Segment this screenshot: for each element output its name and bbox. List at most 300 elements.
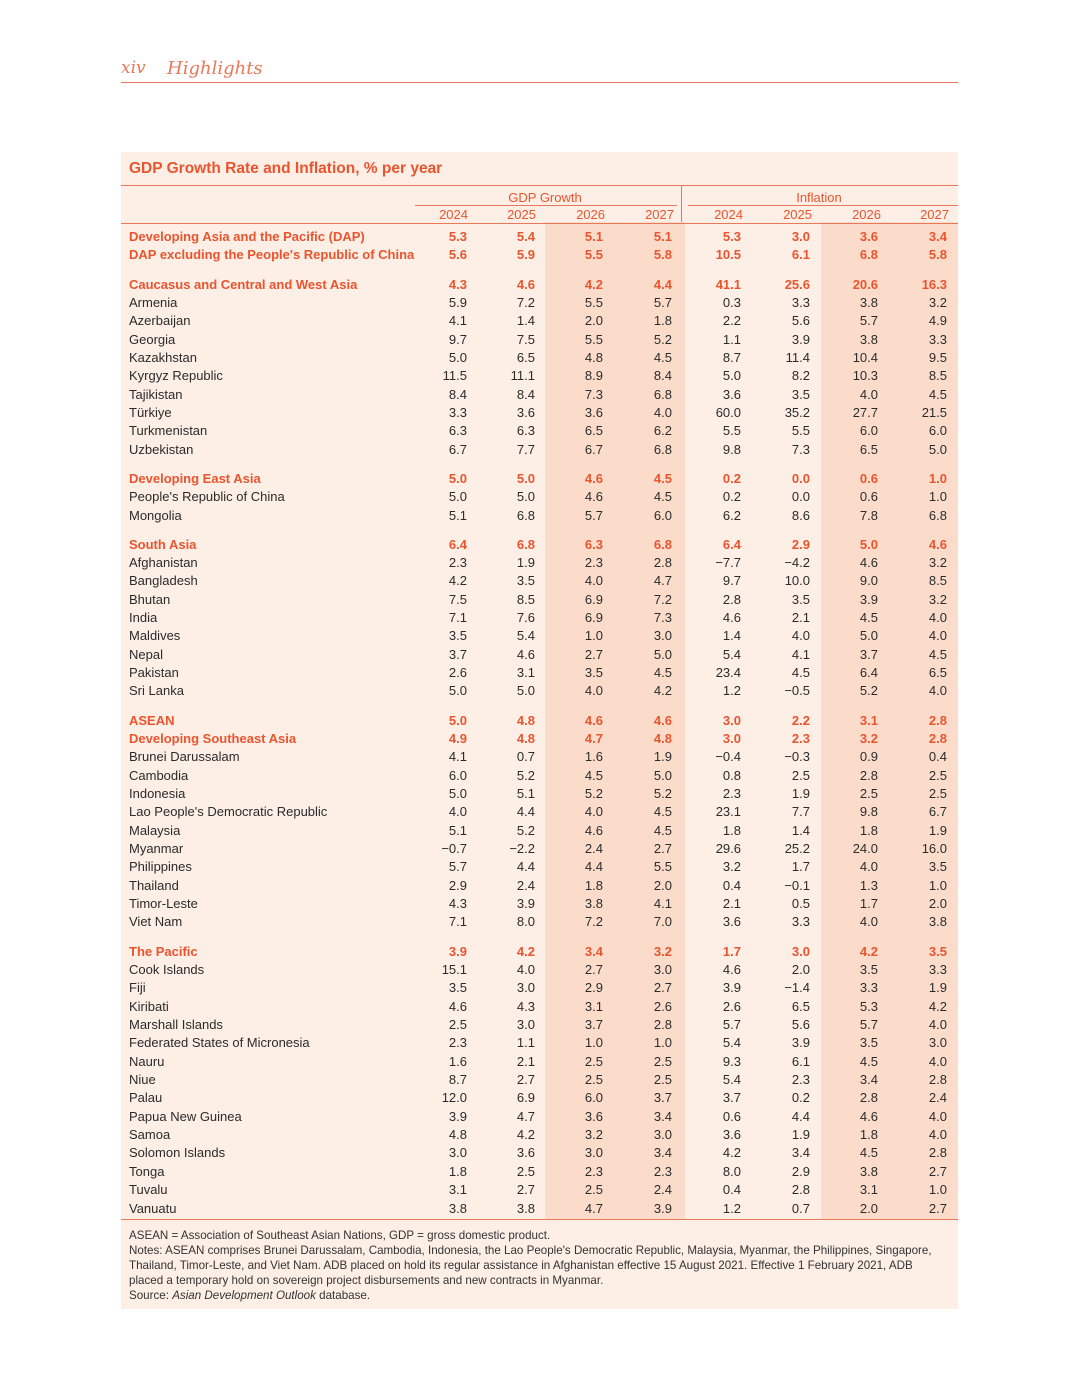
cell-value: 3.4: [859, 1072, 878, 1088]
table-row: [121, 748, 958, 766]
cell-value: 11.1: [510, 368, 535, 384]
cell-value: 3.6: [722, 386, 741, 402]
table-row-aggregate: [121, 228, 958, 246]
cell-value: 3.9: [791, 331, 810, 347]
cell-value: −2.2: [509, 841, 535, 857]
cell-value: 6.7: [584, 441, 603, 457]
cell-value: 5.2: [584, 786, 603, 801]
cell-value: 3.0: [653, 961, 672, 977]
cell-value: 2.8: [859, 1090, 878, 1106]
cell-value: 4.6: [584, 470, 603, 486]
row-label: Mongolia: [129, 507, 182, 523]
cell-value: 1.8: [859, 1127, 878, 1143]
cell-value: 1.8: [448, 1163, 467, 1179]
cell-value: −0.1: [784, 877, 810, 893]
cell-value: 27.7: [852, 404, 878, 420]
cell-value: 6.8: [653, 441, 672, 457]
cell-value: 8.0: [722, 1163, 741, 1179]
cell-value: 5.0: [516, 470, 535, 486]
gdp-growth-header: GDP Growth: [508, 190, 582, 205]
cell-value: 3.5: [859, 1035, 878, 1051]
cell-value: 5.2: [653, 331, 672, 347]
cell-value: 1.0: [928, 877, 947, 893]
cell-value: 9.5: [928, 349, 947, 365]
table-row-aggregate: [121, 712, 958, 730]
cell-value: 4.6: [448, 998, 467, 1014]
cell-value: 6.3: [584, 536, 603, 552]
table-row: [121, 386, 958, 404]
row-label: Uzbekistan: [129, 441, 194, 457]
cell-value: 5.7: [448, 859, 467, 875]
cell-value: 3.7: [653, 1090, 672, 1106]
cell-value: 4.5: [584, 767, 603, 783]
cell-value: 4.5: [928, 386, 947, 402]
cell-value: 9.7: [448, 331, 467, 347]
cell-value: 2.3: [584, 1163, 603, 1179]
cell-value: 3.7: [722, 1090, 741, 1106]
cell-value: 4.5: [859, 610, 878, 626]
cell-value: 2.7: [653, 980, 672, 996]
cell-value: 8.4: [516, 386, 535, 402]
table-row: [121, 349, 958, 367]
cell-value: 2.6: [653, 998, 672, 1014]
cell-value: 4.4: [653, 276, 672, 292]
cell-value: 8.5: [928, 573, 947, 589]
cell-value: 5.2: [859, 683, 878, 699]
cell-value: 2.7: [516, 1072, 535, 1088]
cell-value: 5.1: [448, 507, 467, 523]
cell-value: 4.8: [584, 349, 603, 365]
cell-value: 4.0: [928, 1108, 947, 1124]
cell-value: 4.0: [584, 573, 603, 589]
row-label: Indonesia: [129, 786, 186, 801]
table-row: [121, 1071, 958, 1089]
section-title: Highlights: [167, 58, 263, 79]
cell-value: 2.7: [653, 841, 672, 857]
cell-value: 6.8: [516, 507, 535, 523]
row-label: Kyrgyz Republic: [129, 368, 223, 384]
cell-value: 2.9: [448, 877, 467, 893]
cell-value: 5.0: [516, 489, 535, 505]
cell-value: 20.6: [852, 276, 878, 292]
cell-value: 7.5: [448, 591, 467, 607]
row-label: The Pacific: [129, 943, 198, 959]
cell-value: 5.5: [584, 294, 603, 310]
table-row: [121, 767, 958, 785]
cell-value: 2.8: [928, 1072, 947, 1088]
table-row-aggregate: [121, 943, 958, 961]
row-label: Palau: [129, 1090, 163, 1106]
cell-value: 2.5: [584, 1053, 603, 1069]
cell-value: 8.7: [722, 349, 741, 365]
cell-value: 4.0: [516, 961, 535, 977]
cell-value: 3.5: [584, 665, 603, 681]
row-label: Solomon Islands: [129, 1145, 226, 1161]
row-label: Marshall Islands: [129, 1017, 223, 1032]
cell-value: 5.8: [928, 247, 947, 263]
cell-value: 4.6: [859, 555, 878, 570]
cell-value: 2.0: [584, 313, 603, 329]
cell-value: 5.3: [859, 998, 878, 1014]
cell-value: 3.3: [928, 961, 947, 977]
cell-value: 4.4: [516, 804, 535, 820]
cell-value: 6.5: [859, 441, 878, 457]
table-row: [121, 367, 958, 385]
cell-value: 4.2: [448, 573, 467, 589]
cell-value: 4.8: [448, 1127, 467, 1143]
cell-value: 4.0: [928, 1127, 947, 1143]
row-label: Philippines: [129, 859, 192, 875]
cell-value: 5.0: [859, 628, 878, 644]
table-row: [121, 1200, 958, 1218]
cell-value: 5.6: [448, 247, 467, 263]
cell-value: 3.5: [448, 980, 467, 996]
row-label: Nauru: [129, 1053, 165, 1069]
cell-value: 6.9: [584, 610, 603, 626]
cell-value: 5.4: [722, 646, 741, 662]
cell-value: 5.3: [722, 229, 741, 244]
cell-value: 4.5: [653, 470, 672, 486]
cell-value: 3.0: [791, 229, 810, 244]
row-label: Malaysia: [129, 822, 181, 838]
row-label: Caucasus and Central and West Asia: [129, 276, 358, 292]
cell-value: 6.8: [653, 536, 672, 552]
cell-value: 6.0: [859, 423, 878, 439]
cell-value: 3.5: [448, 628, 467, 644]
row-label: Cambodia: [129, 767, 189, 783]
cell-value: 4.0: [448, 804, 467, 820]
cell-value: 3.3: [448, 404, 467, 420]
cell-value: 2.4: [584, 841, 603, 857]
table-row: [121, 785, 958, 803]
cell-value: −0.3: [784, 749, 810, 765]
cell-value: 5.4: [516, 229, 535, 244]
cell-value: 4.3: [448, 276, 467, 292]
cell-value: 6.3: [516, 423, 535, 439]
table-row: [121, 1163, 958, 1181]
cell-value: 7.3: [584, 386, 603, 402]
cell-value: 5.7: [653, 294, 672, 310]
cell-value: 6.0: [928, 423, 947, 439]
cell-value: 0.6: [859, 489, 878, 505]
cell-value: 60.0: [715, 404, 741, 420]
cell-value: 2.0: [928, 896, 947, 912]
row-label: Pakistan: [129, 665, 179, 681]
cell-value: 4.4: [584, 859, 603, 875]
cell-value: 2.5: [653, 1072, 672, 1088]
cell-value: −1.4: [784, 980, 810, 996]
cell-value: 3.8: [584, 896, 603, 912]
cell-value: 1.0: [928, 489, 947, 505]
cell-value: 6.2: [722, 507, 741, 523]
table-row: [121, 646, 958, 664]
cell-value: 5.2: [516, 767, 535, 783]
table-row: [121, 840, 958, 858]
cell-value: 5.4: [516, 628, 535, 644]
cell-value: 6.1: [791, 247, 810, 263]
cell-value: 3.1: [859, 712, 878, 728]
cell-value: 7.5: [516, 331, 535, 347]
cell-value: 7.1: [448, 914, 467, 930]
cell-value: 0.4: [722, 1182, 741, 1198]
row-label: India: [129, 610, 158, 626]
footer-divider: [121, 1219, 958, 1220]
cell-value: 4.1: [653, 896, 672, 912]
cell-value: 16.3: [921, 276, 947, 292]
cell-value: 0.4: [928, 749, 947, 765]
cell-value: 12.0: [441, 1090, 467, 1106]
cell-value: 4.7: [653, 573, 672, 589]
cell-value: 4.9: [928, 313, 947, 329]
cell-value: 8.4: [448, 386, 467, 402]
cell-value: 4.9: [448, 730, 467, 746]
row-label: Viet Nam: [129, 914, 183, 930]
cell-value: 4.6: [928, 536, 947, 552]
cell-value: 8.5: [516, 591, 535, 607]
cell-value: 3.2: [653, 943, 672, 959]
cell-value: 3.0: [516, 980, 535, 996]
cell-value: 2.2: [791, 712, 810, 728]
cell-value: 35.2: [784, 404, 810, 420]
cell-value: 6.5: [791, 998, 810, 1014]
row-label: Developing Southeast Asia: [129, 730, 297, 746]
cell-value: 5.9: [516, 247, 535, 263]
cell-value: 3.2: [859, 730, 878, 746]
cell-value: 9.0: [859, 573, 878, 589]
cell-value: 6.5: [584, 423, 603, 439]
cell-value: 2.4: [928, 1090, 947, 1106]
cell-value: 4.5: [791, 665, 810, 681]
table-row: [121, 294, 958, 312]
cell-value: 5.0: [448, 683, 467, 699]
cell-value: 3.4: [584, 943, 603, 959]
cell-value: 7.7: [791, 804, 810, 820]
cell-value: 2.4: [516, 877, 535, 893]
cell-value: 2.8: [859, 767, 878, 783]
cell-value: 3.3: [859, 980, 878, 996]
cell-value: −7.7: [715, 555, 741, 570]
cell-value: 23.4: [715, 665, 741, 681]
notes-text: Notes: ASEAN comprises Brunei Darussalam, Cambodia, Indonesia, the Lao People's Democratic Republic, Malaysia, Myanmar, the Philippines, Singapore, Thailand, Timor-Leste, and Viet Nam. ADB placed on hold its regular assistance in Afghanistan effective 15 August 2021. Effective 1 February 2021, ADB placed a temporary hold on sovereign project disbursements and new contracts in Myanmar.: [129, 1244, 932, 1287]
cell-value: 3.7: [859, 646, 878, 662]
cell-value: 6.0: [448, 767, 467, 783]
cell-value: 9.7: [722, 573, 741, 589]
cell-value: 2.9: [791, 1163, 810, 1179]
cell-value: 3.8: [859, 294, 878, 310]
cell-value: 4.6: [516, 646, 535, 662]
cell-value: 6.8: [928, 507, 947, 523]
year-header: 2024: [439, 207, 468, 222]
cell-value: 8.0: [516, 914, 535, 930]
cell-value: 4.6: [584, 712, 603, 728]
cell-value: 24.0: [852, 841, 878, 857]
cell-value: 2.7: [584, 646, 603, 662]
page-number: xiv: [121, 58, 146, 78]
cell-value: 41.1: [715, 276, 741, 292]
table-row: [121, 858, 958, 876]
cell-value: 2.8: [928, 712, 947, 728]
table-row: [121, 422, 958, 440]
cell-value: 15.1: [441, 961, 467, 977]
cell-value: 4.4: [791, 1108, 810, 1124]
row-label: Tajikistan: [129, 386, 183, 402]
cell-value: 1.8: [859, 822, 878, 838]
cell-value: 5.4: [722, 1035, 741, 1051]
title-divider: [121, 185, 958, 186]
table-row: [121, 998, 958, 1016]
cell-value: 4.8: [653, 730, 672, 746]
cell-value: 5.5: [722, 423, 741, 439]
table-row: [121, 961, 958, 979]
cell-value: 4.2: [516, 1127, 535, 1143]
row-label: Bhutan: [129, 591, 171, 607]
cell-value: 1.6: [448, 1053, 467, 1069]
cell-value: 6.0: [584, 1090, 603, 1106]
cell-value: 3.1: [516, 665, 535, 681]
cell-value: 4.0: [859, 914, 878, 930]
cell-value: 5.2: [653, 786, 672, 801]
cell-value: 3.8: [928, 914, 947, 930]
cell-value: 4.5: [653, 804, 672, 820]
cell-value: 3.6: [516, 1145, 535, 1161]
cell-value: 3.0: [516, 1017, 535, 1032]
row-label: Samoa: [129, 1127, 171, 1143]
cell-value: 4.7: [584, 1200, 603, 1216]
cell-value: 1.0: [584, 1035, 603, 1051]
cell-value: 3.0: [791, 943, 810, 959]
cell-value: 4.2: [928, 998, 947, 1014]
cell-value: 25.2: [784, 841, 810, 857]
cell-value: 6.8: [516, 536, 535, 552]
cell-value: 2.8: [722, 591, 741, 607]
cell-value: 5.1: [584, 229, 603, 244]
table-row: [121, 1034, 958, 1052]
cell-value: 3.6: [722, 914, 741, 930]
cell-value: 2.1: [516, 1053, 535, 1069]
cell-value: 3.3: [928, 331, 947, 347]
table-row: [121, 664, 958, 682]
cell-value: 4.1: [791, 646, 810, 662]
cell-value: 1.1: [722, 331, 741, 347]
cell-value: 6.4: [859, 665, 878, 681]
cell-value: 5.0: [653, 646, 672, 662]
cell-value: 3.8: [859, 1163, 878, 1179]
table-row: [121, 1089, 958, 1107]
cell-value: 25.6: [784, 276, 810, 292]
cell-value: 3.7: [448, 646, 467, 662]
row-label: Niue: [129, 1072, 156, 1088]
cell-value: 5.1: [448, 822, 467, 838]
cell-value: 2.0: [791, 961, 810, 977]
cell-value: 4.2: [859, 943, 878, 959]
cell-value: 7.8: [859, 507, 878, 523]
cell-value: 0.8: [722, 767, 741, 783]
table-row: [121, 979, 958, 997]
cell-value: 2.0: [859, 1200, 878, 1216]
cell-value: 5.7: [859, 313, 878, 329]
cell-value: 5.2: [516, 822, 535, 838]
cell-value: 1.2: [722, 683, 741, 699]
abbreviations-note: ASEAN = Association of Southeast Asian Nations, GDP = gross domestic product.: [129, 1229, 551, 1242]
year-header: 2026: [852, 207, 881, 222]
cell-value: 4.0: [584, 683, 603, 699]
cell-value: 7.1: [448, 610, 467, 626]
cell-value: 3.4: [653, 1108, 672, 1124]
cell-value: 2.7: [928, 1200, 947, 1216]
table-row-aggregate: [121, 536, 958, 554]
cell-value: 3.8: [516, 1200, 535, 1216]
row-label: Fiji: [129, 980, 146, 996]
cell-value: 0.2: [722, 470, 741, 486]
cell-value: 2.6: [448, 665, 467, 681]
cell-value: 4.2: [516, 943, 535, 959]
row-label: Azerbaijan: [129, 313, 191, 329]
cell-value: 3.5: [928, 943, 947, 959]
cell-value: 10.3: [852, 368, 878, 384]
cell-value: 5.0: [928, 441, 947, 457]
cell-value: −0.5: [784, 683, 810, 699]
cell-value: 4.2: [584, 276, 603, 292]
table-row: [121, 591, 958, 609]
cell-value: 1.4: [791, 822, 810, 838]
cell-value: 2.3: [448, 1035, 467, 1051]
cell-value: 4.4: [516, 859, 535, 875]
cell-value: 10.5: [715, 247, 741, 263]
cell-value: 1.6: [584, 749, 603, 765]
cell-value: 4.2: [722, 1145, 741, 1161]
cell-value: 4.3: [516, 998, 535, 1014]
cell-value: −4.2: [784, 555, 810, 570]
table-row: [121, 1016, 958, 1034]
page-header: [121, 56, 958, 83]
table-row: [121, 1108, 958, 1126]
cell-value: 2.7: [928, 1163, 947, 1179]
cell-value: 4.5: [928, 646, 947, 662]
table-row: [121, 441, 958, 459]
cell-value: 6.4: [722, 536, 741, 552]
cell-value: 0.4: [722, 877, 741, 893]
cell-value: 2.8: [928, 730, 947, 746]
year-header: 2024: [714, 207, 743, 222]
cell-value: 3.0: [448, 1145, 467, 1161]
cell-value: 4.6: [584, 489, 603, 505]
cell-value: 1.7: [859, 896, 878, 912]
cell-value: 9.8: [859, 804, 878, 820]
cell-value: 2.5: [448, 1017, 467, 1032]
cell-value: 3.3: [791, 914, 810, 930]
cell-value: 5.5: [584, 247, 603, 263]
cell-value: 2.3: [584, 555, 603, 570]
table-row: [121, 895, 958, 913]
cell-value: 3.0: [928, 1035, 947, 1051]
cell-value: 3.9: [859, 591, 878, 607]
row-label: Afghanistan: [129, 555, 198, 570]
cell-value: 5.5: [653, 859, 672, 875]
cell-value: 5.7: [722, 1017, 741, 1032]
cell-value: 3.1: [584, 998, 603, 1014]
cell-value: 2.9: [791, 536, 810, 552]
cell-value: 5.3: [448, 229, 467, 244]
cell-value: 5.0: [448, 489, 467, 505]
cell-value: 1.0: [584, 628, 603, 644]
cell-value: 2.8: [653, 555, 672, 570]
cell-value: 3.0: [722, 730, 741, 746]
source-note: [129, 1288, 949, 1303]
row-label: Armenia: [129, 294, 178, 310]
cell-value: 3.6: [722, 1127, 741, 1143]
row-label: Vanuatu: [129, 1200, 177, 1216]
cell-value: 7.0: [653, 914, 672, 930]
